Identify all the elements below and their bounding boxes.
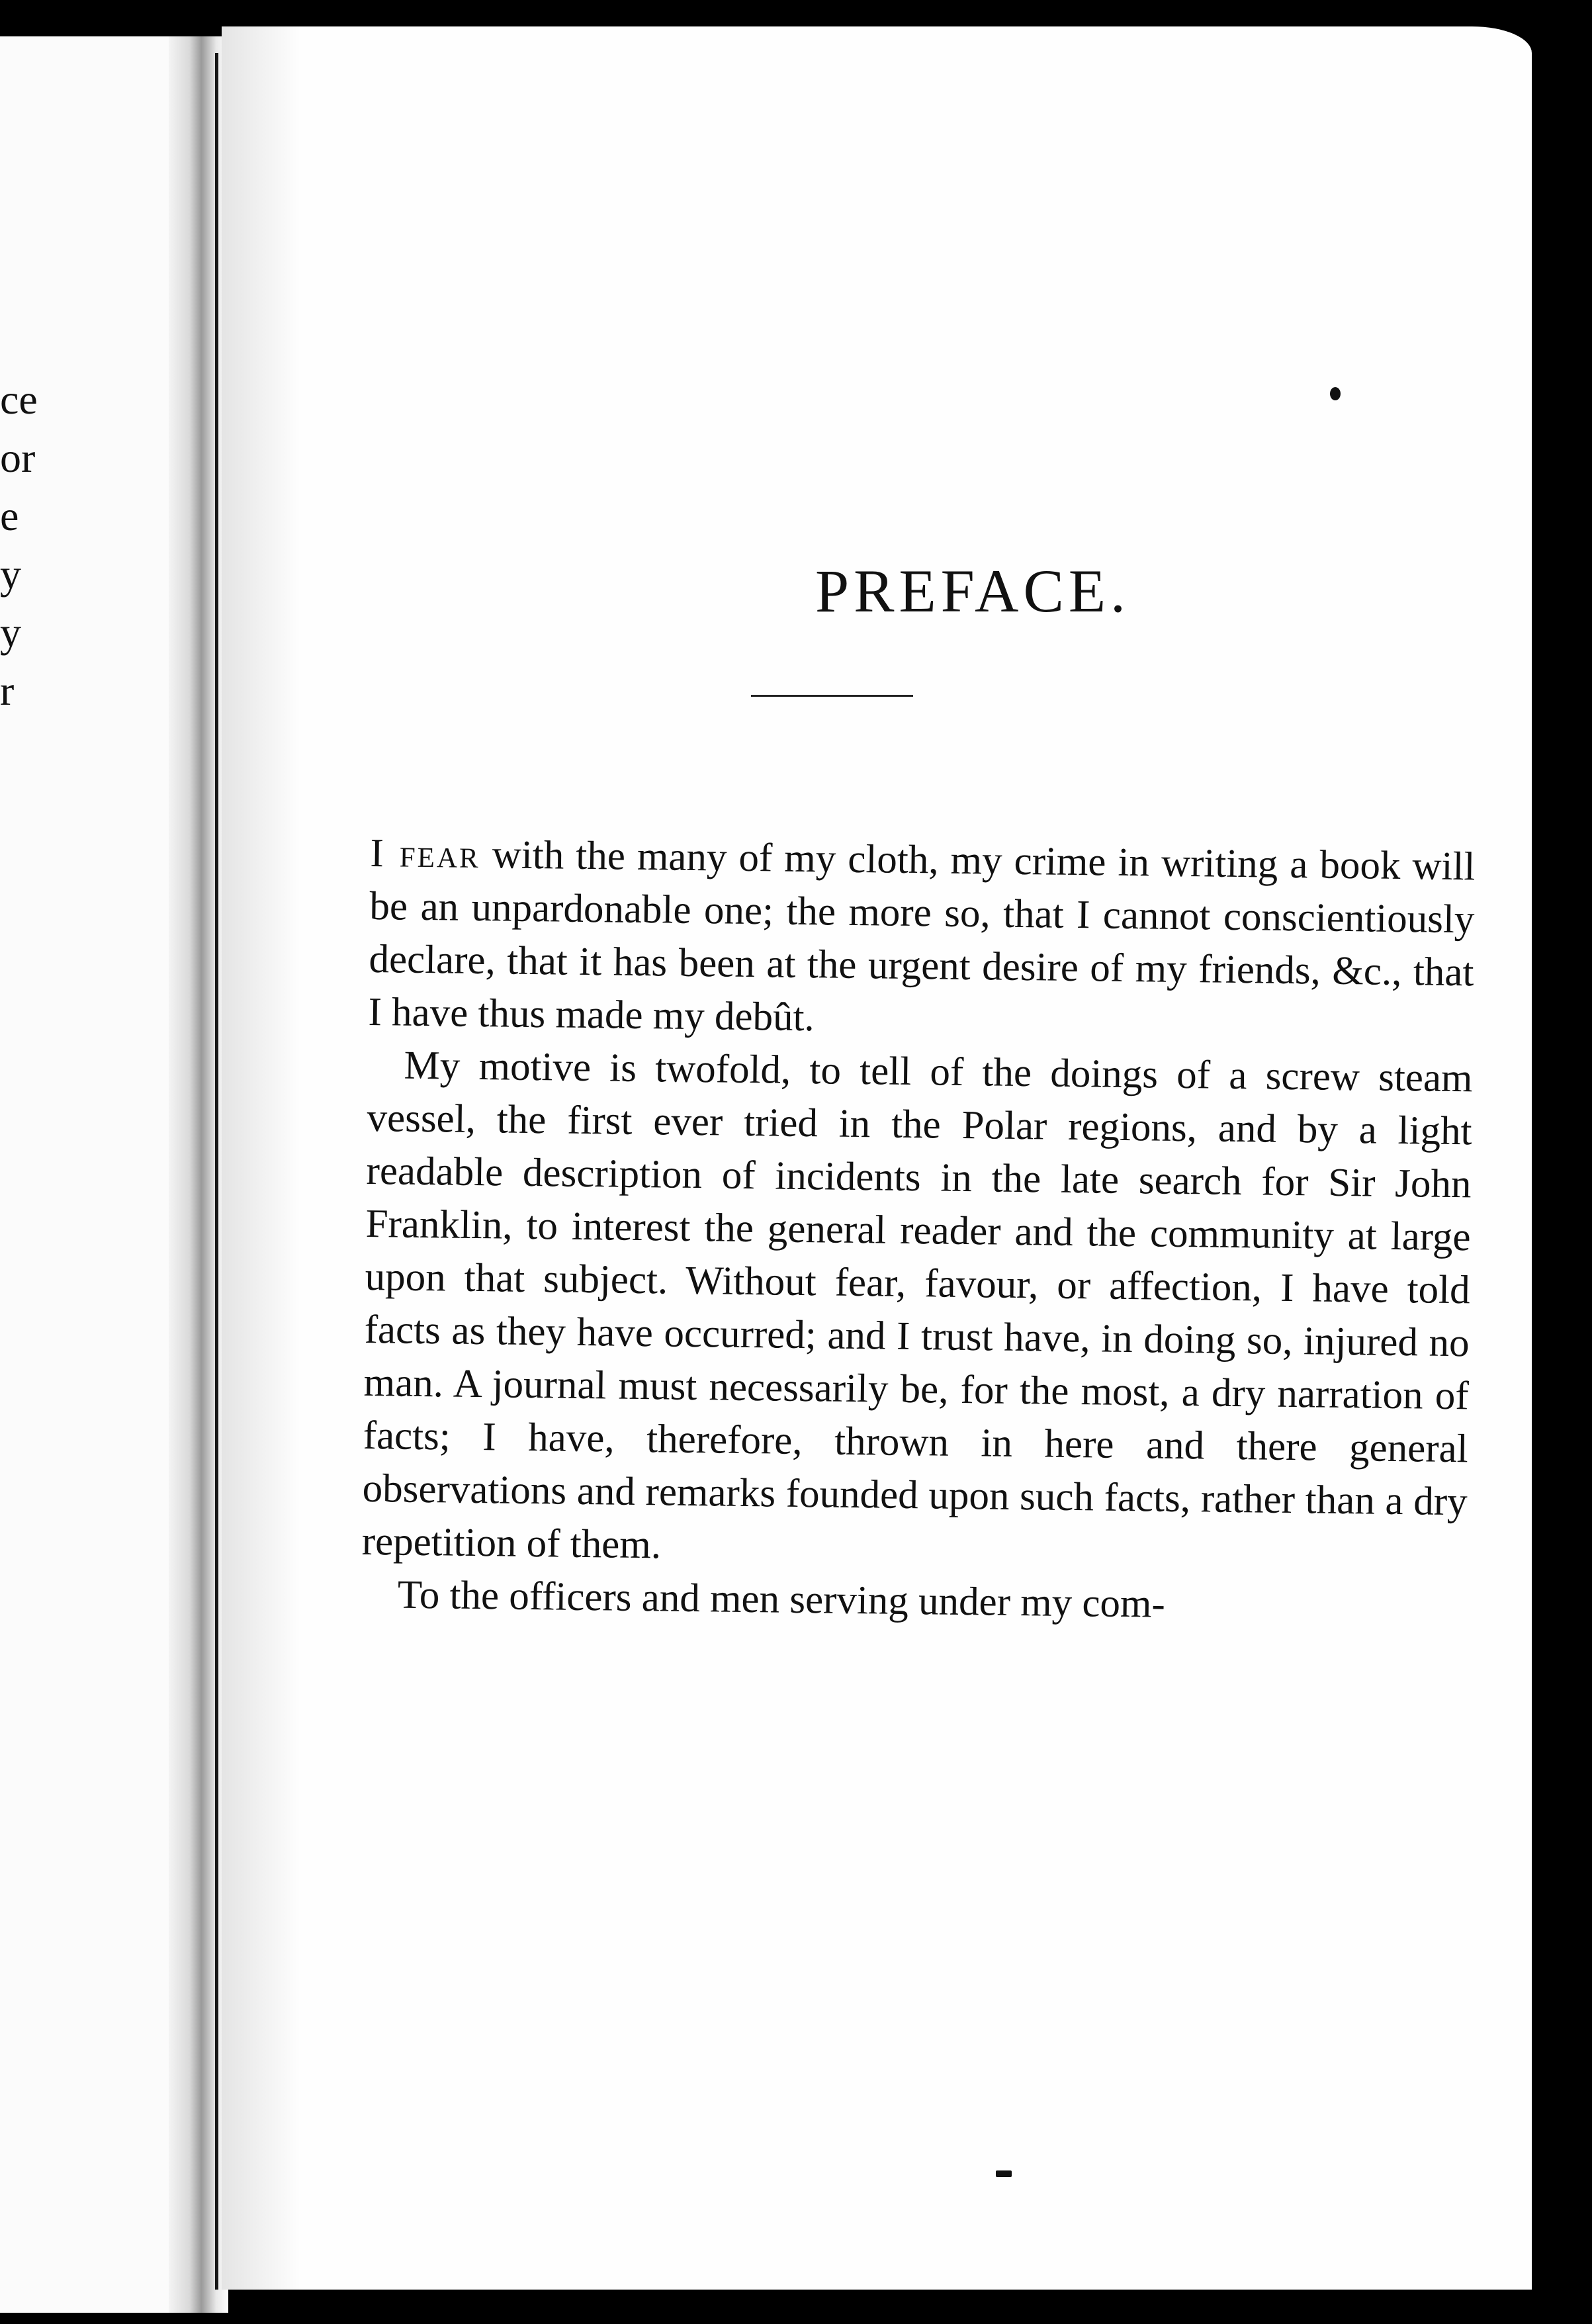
title-divider [751,695,913,697]
preface-body [361,827,1476,1634]
edge-fragment: e [0,492,19,539]
edge-fragment: y [0,551,21,598]
edge-fragment: ce [0,376,38,423]
paragraph-3: To the officers and men serving under my com- [397,1572,1166,1627]
left-page-edge-text [0,371,40,720]
edge-fragment: r [0,667,15,714]
paragraph-1 [368,827,1476,1052]
paragraph-2: My motive is twofold, to tell of the doings of a screw steam vessel, the first ever tried in the Polar regions, and by a light readable description of incidents in the late search for Sir John Franklin, to interest the general reader and the community at large upon that subject. Without fear, favour, or affection, I have told facts as they have occurred; and I trust have, in doing so, injured no man. A journal must necessarily be, for the most, a dry narration of facts; I have, therefore, thrown in here and there general observations and remarks founded upon such facts, rather than a dry repetition of them. [361,1043,1473,1568]
edge-fragment: or [0,434,36,481]
page-title: PREFACE. [815,557,1131,625]
paragraph-text: with the many of my cloth, my crime in writing a book will be an unpardonable one; the more so, that I cannot conscientiously declare, that it has been at the urgent desire of my friends, &c., that I have thus made my debût. [368,832,1476,1040]
ink-speck [1330,387,1341,400]
book-gutter [169,36,228,2313]
ink-speck [996,2170,1012,2177]
edge-fragment: y [0,609,21,656]
lead-word: I fear [370,830,481,877]
preface-page [222,26,1532,2290]
spine-edge [215,53,218,2290]
page-shadow [222,26,301,2290]
